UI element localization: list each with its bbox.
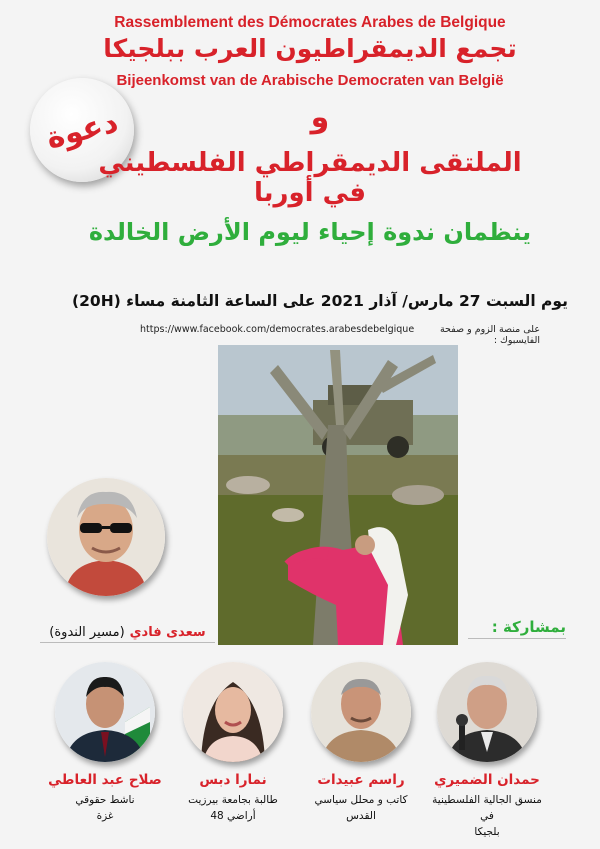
speaker-role-line: بلجيكا [474,826,500,838]
host-caption [40,622,215,643]
speaker-role-line: القدس [346,810,376,822]
speaker-role [301,792,421,824]
invitation-badge-label: دعوة [42,104,122,156]
host-role: (مسير الندوة) [49,624,125,640]
event-datetime: يوم السبت 27 مارس/ آذار 2021 على الساعة الثامنة مساء (20H) [72,292,568,310]
speaker-portrait-rasem [311,662,411,762]
platform-info [140,324,540,346]
speaker-role-line: كاتب و محلل سياسي [314,794,408,806]
host-name: سعدى فادي [129,624,206,640]
organization-name-arabic: تجمع الديمقراطيون العرب ببلجيكا [103,34,517,63]
participants-label: بمشاركة : [468,618,566,639]
speaker-role-line: ناشط حقوقي [75,794,135,806]
speaker-role-line: منسق الجالية الفلسطينية في [432,794,542,822]
facebook-link[interactable]: https://www.facebook.com/democrates.arabesdebelgique [140,324,415,335]
organization-name-french: Rassemblement des Démocrates Arabes de Belgique [114,14,506,31]
speaker-portrait-hamdan [437,662,537,762]
speaker-role-line: غزة [96,810,114,822]
speaker-name: صلاح عبد العاطي [48,772,162,788]
speaker-role [45,792,165,824]
speaker-name: راسم عبيدات [317,772,405,788]
event-title: ينظمان ندوة إحياء ليوم الأرض الخالدة [88,218,532,246]
speaker-role-line: أراضي 48 [210,810,256,822]
platform-label: على منصة الزوم و صفحة الفايسبوك : [439,324,540,346]
speaker-portrait-namara [183,662,283,762]
speaker-name: حمدان الضميري [434,772,540,788]
speaker-portrait-salah [55,662,155,762]
forum-name: الملتقى الديمقراطي الفلسطيني في أوربا [98,148,522,208]
speaker-role [173,792,293,824]
speaker-name: نمارا دبس [199,772,267,788]
host-portrait [47,478,165,596]
organization-name-dutch: Bijeenkomst van de Arabische Democraten van België [116,72,504,89]
speaker-role-line: طالبة بجامعة بيرزيت [188,794,278,806]
olive-tree-photo [218,345,458,645]
speaker-role [427,792,547,840]
conjunction-text: و [310,100,330,135]
